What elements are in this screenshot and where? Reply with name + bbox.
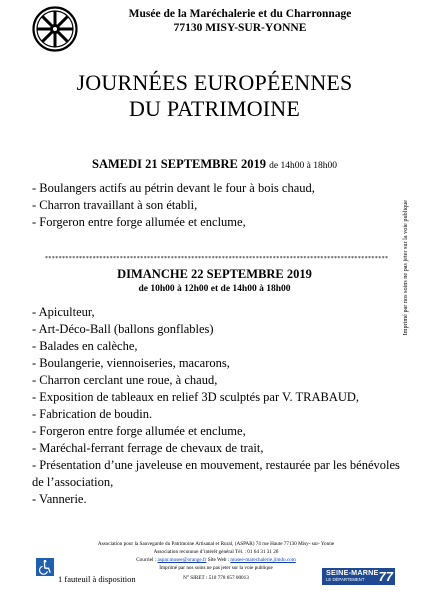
department-name: SEINE-MARNE [326,568,379,577]
department-subtitle: LE DÉPARTEMENT [326,577,365,582]
saturday-heading [0,157,429,174]
list-item: - Maréchal-ferrant ferrage de chevaux de trait, [32,441,264,455]
sunday-date: DIMANCHE 22 SEPTEMBRE 2019 [117,267,312,281]
footer-siret: N° SIRET : 510 778 657 00013 [183,575,249,581]
list-item: - Boulangerie, viennoiseries, macarons, [32,356,230,370]
list-item: - Exposition de tableaux en relief 3D sculptés par V. TRABAUD, [32,390,360,404]
list-item: - Présentation d’une javeleuse en mouvement, restaurée par les bénévoles de l’association, [32,458,400,489]
list-item: - Charron cerclant une roue, à chaud, [32,373,218,387]
email-link[interactable]: aspar.musee@orange.fr [157,557,207,563]
list-item: - Forgeron entre forge allumée et enclume, [32,424,246,438]
footer-contact [60,556,372,564]
saturday-hours: de 14h00 à 18h00 [269,161,337,171]
list-item: - Fabrication de boudin. [32,407,153,421]
accessibility-label: 1 fauteuil à disposition [58,574,136,584]
sunday-activity-list [32,304,402,508]
footer-courriel-label: Courriel : [136,557,157,563]
museum-city: 77130 MISY-SUR-YONNE [173,22,307,34]
department-logo [322,568,395,585]
list-item: - Balades en calèche, [32,339,138,353]
saturday-date: SAMEDI 21 SEPTEMBRE 2019 [92,157,267,171]
print-notice-vertical: Imprimé par nos soins ne pas jeter sur la voie publique [402,200,409,336]
sunday-heading [0,267,429,282]
footer-association: Association pour la Sauvegarde du Patrimoine Artisanal et Rural, (ASPAR) 74 rue Haute 77130 Misy- sur- Yonne [97,541,335,547]
page-title-line-2: DU PATRIMOINE [128,96,301,121]
museum-name: Musée de la Maréchalerie et du Charronnage [128,8,352,20]
website-link[interactable]: musee-marechalerie.jimdo.com [230,557,296,563]
sunday-hours: de 10h00 à 12h00 et de 14h00 à 18h00 [138,284,291,294]
footer-recognition: Association reconnue d’intérêt général Tél. : 01 64 31 31 26 [153,549,279,555]
list-item: - Boulangers actifs au pétrin devant le four à bois chaud, [32,181,315,195]
list-item: - Art-Déco-Ball (ballons gonflables) [32,322,214,336]
footer-print-notice: Imprimé par nos soins ne pas jeter sur la voie publique [159,565,273,571]
department-number: 77 [378,569,393,584]
footer-site-label: Site Web : [207,557,230,563]
list-item: - Charron travaillant à son établi, [32,198,198,212]
wheel-logo-icon [32,6,78,52]
wheelchair-icon [36,558,54,576]
star-separator: ***************************************************************************************************** [45,256,389,262]
page-title-line-1: JOURNÉES EUROPÉENNES [76,70,353,95]
list-item: - Apiculteur, [32,305,95,319]
saturday-activity-list [32,180,402,231]
list-item: - Vannerie. [32,492,87,506]
list-item: - Forgeron entre forge allumée et enclume, [32,215,246,229]
